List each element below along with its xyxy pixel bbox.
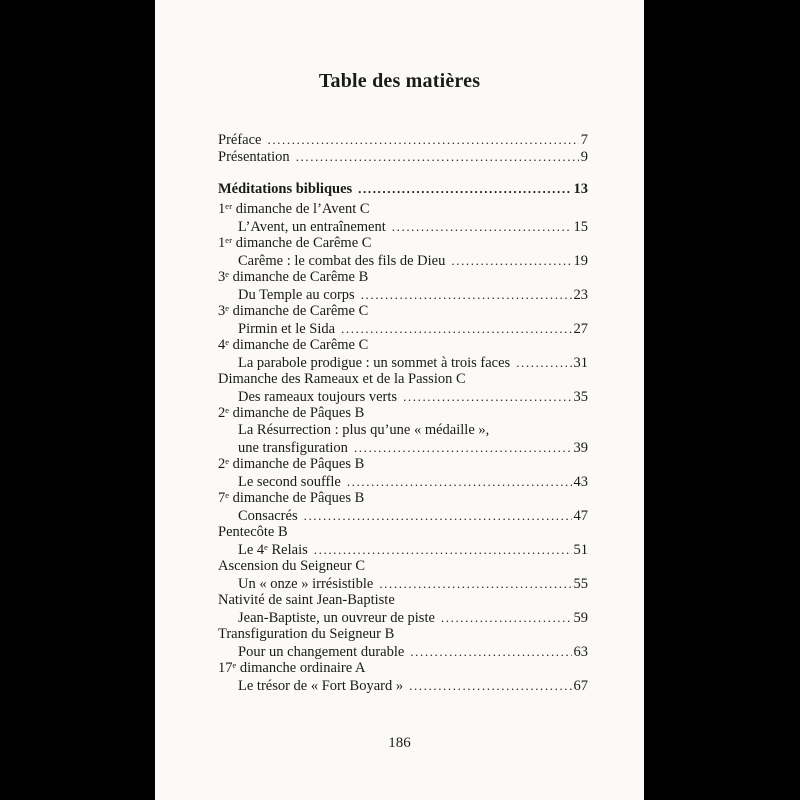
toc-label: Pour un changement durable	[238, 644, 405, 660]
toc-sunday-heading	[218, 269, 588, 286]
toc-sunday-label: Dimanche des Rameaux et de la Passion C	[218, 371, 466, 387]
toc-page-number: 47	[573, 508, 588, 524]
dot-leader	[341, 320, 571, 337]
toc-entries	[218, 201, 588, 694]
book-page	[155, 0, 644, 800]
toc-page-number: 59	[573, 610, 588, 626]
toc-sunday-heading	[218, 558, 588, 575]
toc-sunday-heading	[218, 456, 588, 473]
toc-page-number: 9	[580, 149, 588, 165]
dot-leader	[392, 218, 572, 235]
toc-page-number: 63	[573, 644, 588, 660]
toc-entry-presentation	[218, 148, 588, 165]
dot-leader	[516, 354, 571, 371]
toc-sunday-heading	[218, 626, 588, 643]
toc-sunday-heading	[218, 201, 588, 218]
toc-sunday-label: Nativité de saint Jean-Baptiste	[218, 592, 395, 608]
toc-label: L’Avent, un entraînement	[238, 219, 386, 235]
toc-sunday-label: 7ᵉ dimanche de Pâques B	[218, 490, 365, 506]
toc-sunday-label: 3ᵉ dimanche de Carême C	[218, 303, 369, 319]
toc-entry	[218, 541, 588, 558]
toc-sunday-label: 1ᵉʳ dimanche de l’Avent C	[218, 201, 370, 217]
toc-section-heading	[218, 180, 588, 197]
toc-sunday-label: 2ᵉ dimanche de Pâques B	[218, 405, 365, 421]
toc-sunday-heading	[218, 592, 588, 609]
toc-page-number: 15	[573, 219, 588, 235]
toc-page-number: 39	[573, 440, 588, 456]
dot-leader	[314, 541, 572, 558]
toc-label: Méditations bibliques	[218, 181, 353, 197]
toc-page-number: 31	[573, 355, 588, 371]
toc-page-number: 13	[573, 181, 588, 197]
toc-entry	[218, 218, 588, 235]
toc-sunday-heading	[218, 524, 588, 541]
toc-page-number: 23	[573, 287, 588, 303]
toc-page-number: 51	[573, 542, 588, 558]
toc-label: Des rameaux toujours verts	[238, 389, 398, 405]
toc-label: La parabole prodigue : un sommet à trois faces	[238, 355, 511, 371]
toc-sunday-label: Transfiguration du Seigneur B	[218, 626, 395, 642]
toc-page-number: 35	[573, 389, 588, 405]
toc-entry	[218, 677, 588, 694]
dot-leader	[354, 439, 572, 456]
toc-label: Pirmin et le Sida	[238, 321, 336, 337]
toc-sunday-label: 17ᵉ dimanche ordinaire A	[218, 660, 366, 676]
toc-label: Préface	[218, 132, 262, 148]
toc-entry	[218, 643, 588, 660]
toc-label: Le second souffle	[238, 474, 341, 490]
toc-sunday-heading	[218, 337, 588, 354]
toc-page-number: 27	[573, 321, 588, 337]
dot-leader	[379, 575, 571, 592]
toc-page-number: 19	[573, 253, 588, 269]
toc-label: La Résurrection : plus qu’une « médaille »,	[238, 422, 490, 438]
dot-leader	[361, 286, 572, 303]
toc-sunday-heading	[218, 235, 588, 252]
toc-entry	[218, 252, 588, 269]
toc-sunday-label: 4ᵉ dimanche de Carême C	[218, 337, 369, 353]
toc-entry	[218, 354, 588, 371]
toc-entry	[218, 286, 588, 303]
dot-leader	[347, 473, 572, 490]
toc-entry-preface	[218, 131, 588, 148]
page-number: 186	[388, 735, 411, 751]
toc-entry	[218, 439, 588, 456]
toc-label: Consacrés	[238, 508, 298, 524]
dot-leader	[304, 507, 572, 524]
toc-label: Le trésor de « Fort Boyard »	[238, 678, 404, 694]
toc-sunday-heading	[218, 490, 588, 507]
toc-sunday-label: Ascension du Seigneur C	[218, 558, 365, 574]
page-title: Table des matières	[318, 70, 481, 92]
toc-page-number: 67	[573, 678, 588, 694]
toc-label: Un « onze » irrésistible	[238, 576, 374, 592]
toc-page-number: 7	[580, 132, 588, 148]
toc-label: Le 4ᵉ Relais	[238, 542, 308, 558]
toc-label: Présentation	[218, 149, 290, 165]
dot-leader	[358, 180, 571, 197]
toc-sunday-heading	[218, 405, 588, 422]
toc-sunday-label: 3ᵉ dimanche de Carême B	[218, 269, 369, 285]
toc-sunday-label: 1ᵉʳ dimanche de Carême C	[218, 235, 372, 251]
toc-label: Du Temple au corps	[238, 287, 355, 303]
dot-leader	[296, 148, 579, 165]
toc-sunday-label: Pentecôte B	[218, 524, 288, 540]
toc-entry	[218, 422, 588, 439]
toc-sunday-heading	[218, 303, 588, 320]
toc-sunday-heading	[218, 660, 588, 677]
toc-entry	[218, 507, 588, 524]
toc-page-number: 43	[573, 474, 588, 490]
dot-leader	[451, 252, 571, 269]
toc-label: Jean-Baptiste, un ouvreur de piste	[238, 610, 435, 626]
dot-leader	[267, 131, 578, 148]
toc-entry	[218, 388, 588, 405]
toc-entry	[218, 320, 588, 337]
toc-label: une transfiguration	[238, 440, 348, 456]
toc-entry	[218, 609, 588, 626]
dot-leader	[441, 609, 572, 626]
toc-entry	[218, 473, 588, 490]
dot-leader	[409, 677, 571, 694]
toc-entry	[218, 575, 588, 592]
toc-page-number: 55	[573, 576, 588, 592]
dot-leader	[403, 388, 571, 405]
table-of-contents	[218, 131, 588, 694]
toc-sunday-label: 2ᵉ dimanche de Pâques B	[218, 456, 365, 472]
dot-leader	[410, 643, 571, 660]
toc-sunday-heading	[218, 371, 588, 388]
toc-label: Carême : le combat des fils de Dieu	[238, 253, 446, 269]
